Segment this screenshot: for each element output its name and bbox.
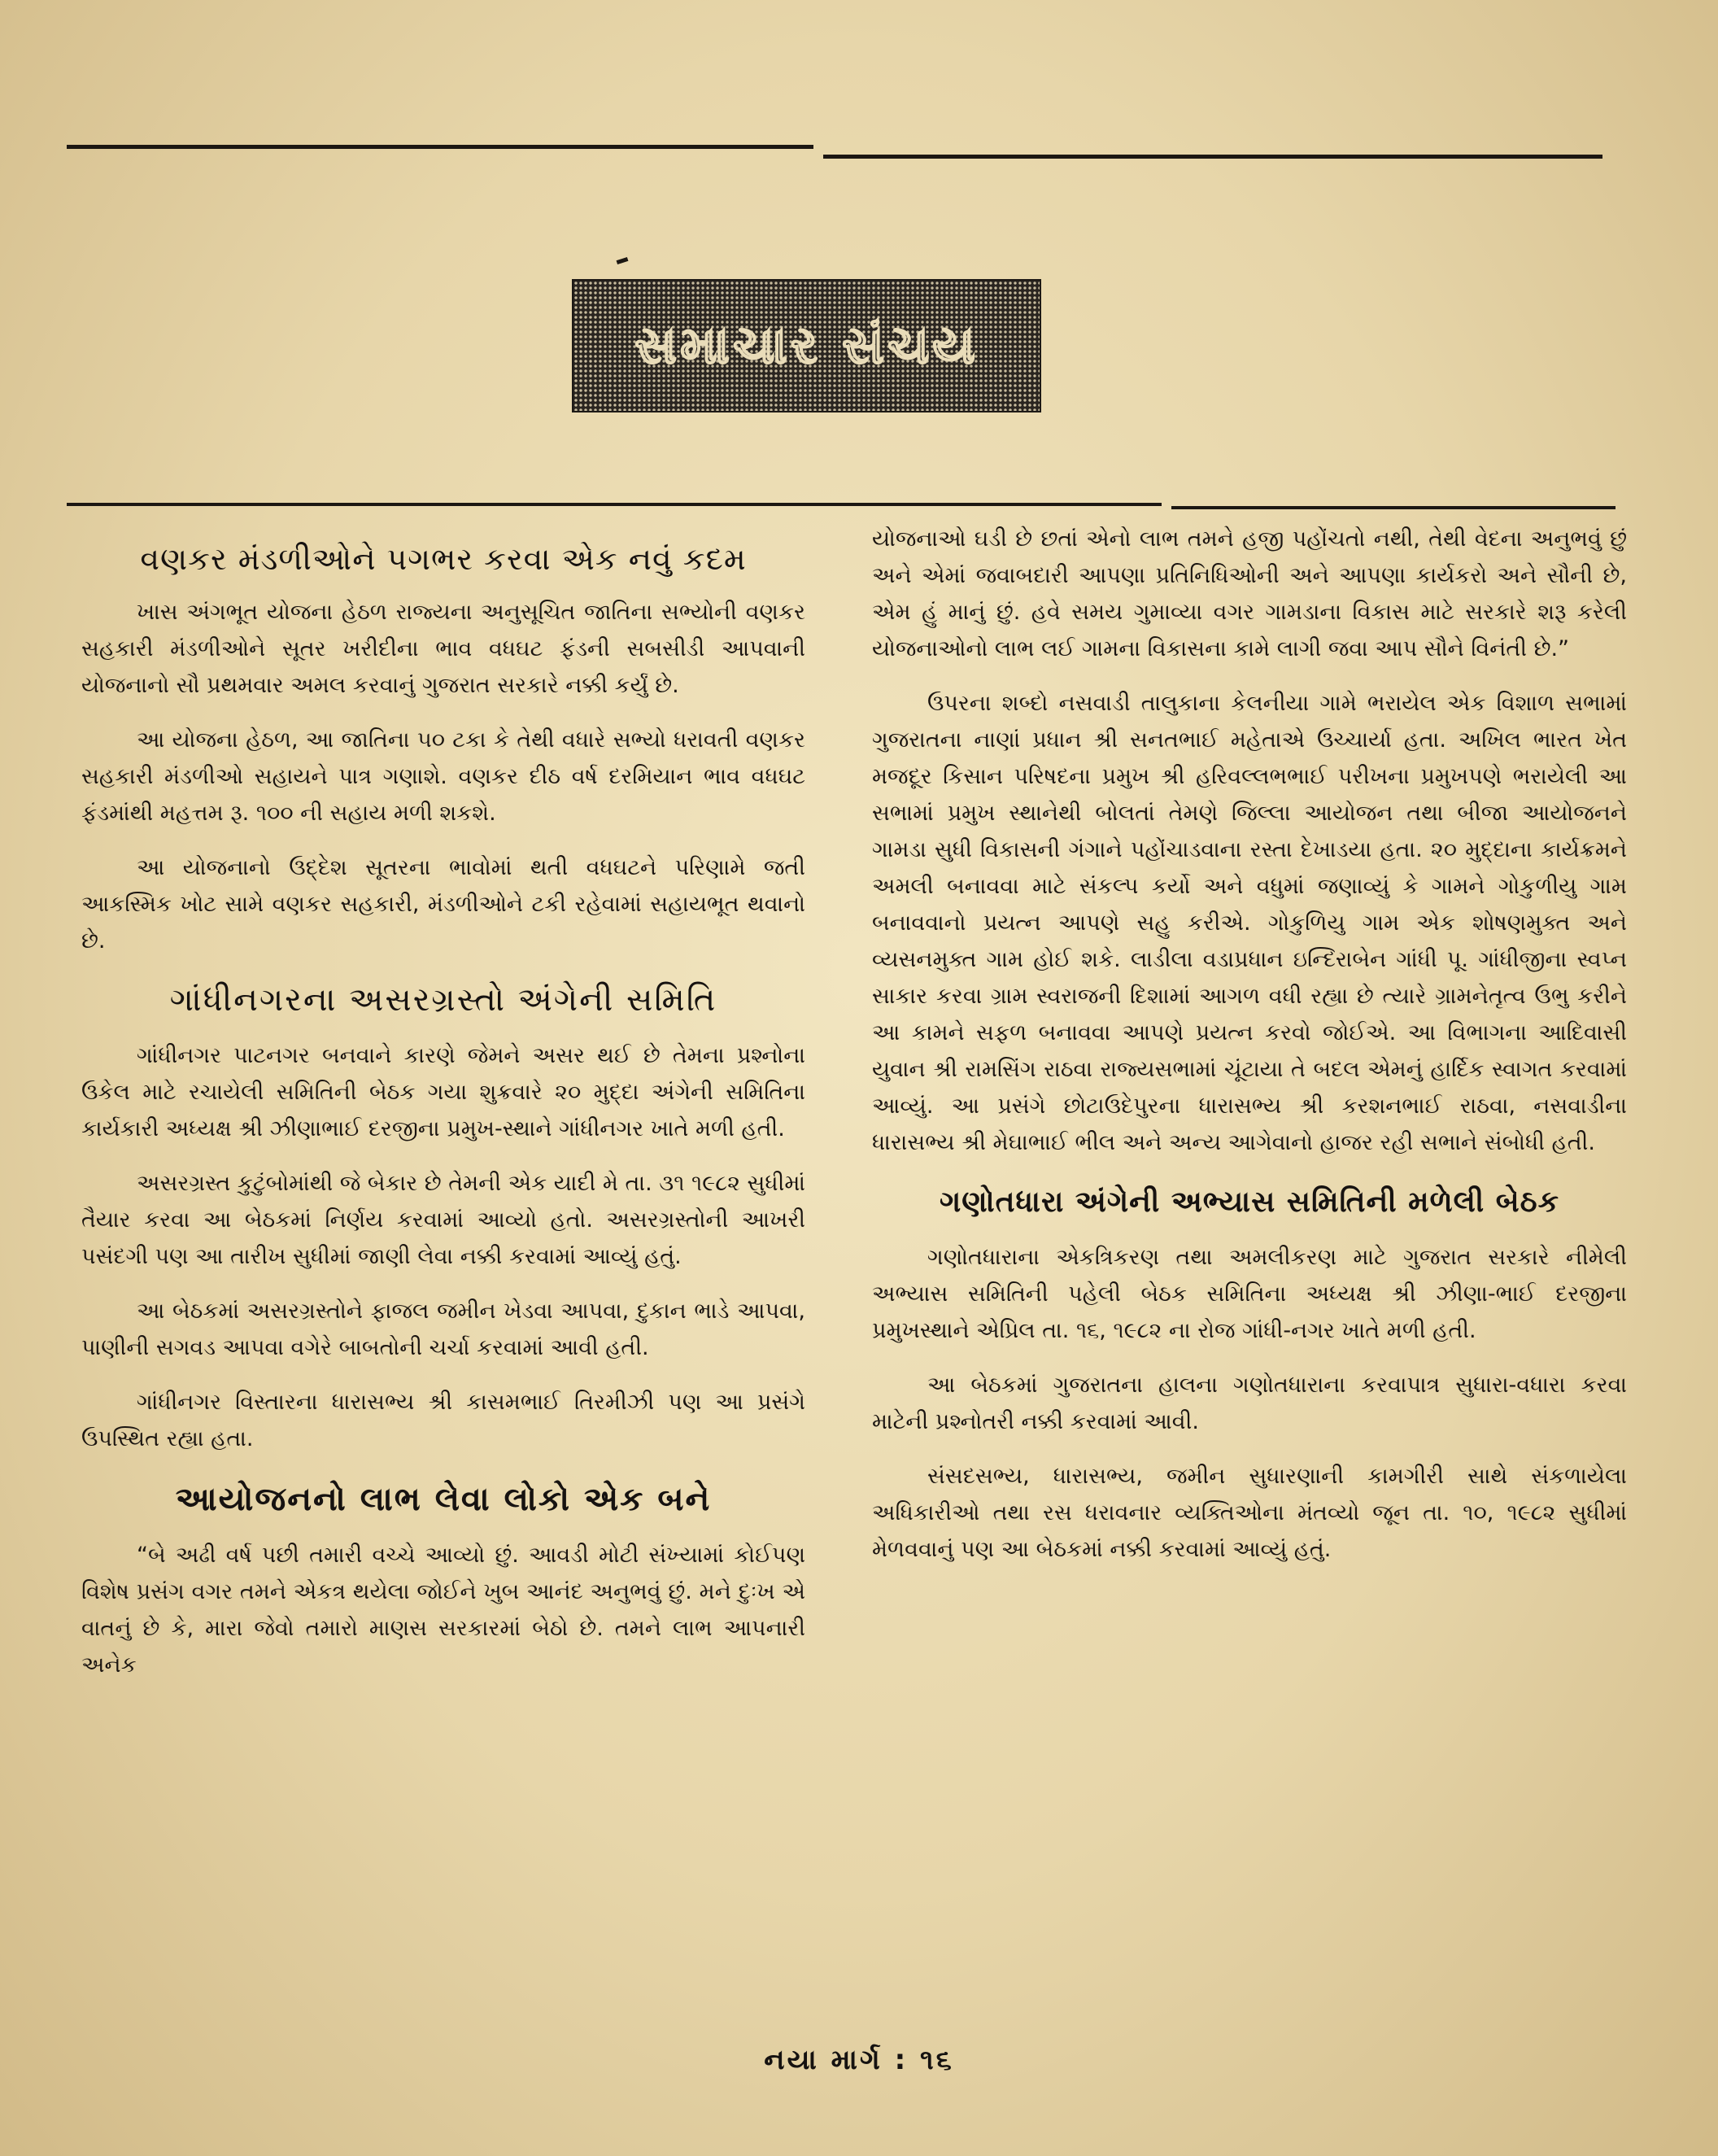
article-paragraph: આ બેઠકમાં ગુજરાતના હાલના ગણોતધારાના કરવાપાત્ર સુધારા-વધારા કરવા માટેની પ્રશ્નોતરી નક્કી કરવામાં આવી. — [872, 1373, 1627, 1434]
article-paragraph: ગણોતધારાના એકત્રિકરણ તથા અમલીકરણ માટે ગુજરાત સરકારે નીમેલી અભ્યાસ સમિતિની પહેલી બેઠક સમિતિના અધ્યક્ષ શ્રી ઝીણા-ભાઈ દરજીના પ્રમુખસ્થાને એપ્રિલ તા. ૧૬, ૧૯૮૨ ના રોજ ગાંધી-નગર ખાતે મળી હતી. — [872, 1245, 1627, 1343]
left-column — [81, 521, 805, 1683]
right-column — [872, 521, 1627, 1568]
article-paragraph: આ બેઠકમાં અસરગ્રસ્તોને ફાજલ જમીન ખેડવા આપવા, દુકાન ભાડે આપવા, પાણીની સગવડ આપવા વગેરે બાબતોની ચર્ચા કરવામાં આવી હતી. — [81, 1298, 805, 1360]
top-rule-left — [67, 145, 813, 149]
article-heading: આયોજનનો લાભ લેવા લોકો એક બને — [175, 1481, 712, 1518]
article-heading: વણકર મંડળીઓને પગભર કરવા એક નવું કદમ — [140, 541, 747, 577]
column-rule-left — [67, 503, 1162, 506]
article-paragraph: ગાંધીનગર પાટનગર બનવાને કારણે જેમને અસર થઈ છે તેમના પ્રશ્નોના ઉકેલ માટે રચાયેલી સમિતિની બેઠક ગયા શુક્રવારે ૨૦ મુદ્દા અંગેની સમિતિના કાર્યકારી અધ્યક્ષ શ્રી ઝીણાભાઈ દરજીના પ્રમુખ-સ્થાને ગાંધીનગર ખાતે મળી હતી. — [81, 1043, 805, 1141]
article-paragraph: સંસદસભ્ય, ધારાસભ્ય, જમીન સુધારણાની કામગીરી સાથે સંકળાયેલા અધિકારીઓ તથા રસ ધરાવનાર વ્યક્તિઓના મંતવ્યો જૂન તા. ૧૦, ૧૯૮૨ સુધીમાં મેળવવાનું પણ આ બેઠકમાં નક્કી કરવામાં આવ્યું હતું. — [872, 1464, 1627, 1562]
article-heading: ગણોતધારા અંગેની અભ્યાસ સમિતિની મળેલી બેઠક — [939, 1185, 1559, 1219]
article-paragraph: ઉપરના શબ્દો નસવાડી તાલુકાના કેલનીયા ગામે ભરાયેલ એક વિશાળ સભામાં ગુજરાતના નાણાં પ્રધાન શ્રી સનતભાઈ મહેતાએ ઉચ્ચાર્યા હતા. અખિલ ભારત ખેત મજદૂર કિસાન પરિષદના પ્રમુખ શ્રી હરિવલ્લભભાઈ પરીખના પ્રમુખપણે ભરાયેલી આ સભામાં પ્રમુખ સ્થાનેથી બોલતાં તેમણે જિલ્લા આયોજન તથા બીજા આયોજનને ગામડા સુધી વિકાસની ગંગાને પહોંચાડવાના રસ્તા દેખાડયા હતા. ૨૦ મુદ્દાના કાર્યક્રમને અમલી બનાવવા માટે સંકલ્પ કર્યો અને વધુમાં જણાવ્યું કે ગામને ગોકુળીયુ ગામ બનાવવાનો પ્રયત્ન આપણે સહુ કરીએ. ગોકુળિયુ ગામ એક શોષણમુક્ત અને વ્યસનમુક્ત ગામ હોઈ શકે. લાડીલા વડાપ્રધાન ઇન્દિરાબેન ગાંધી પૂ. ગાંધીજીના સ્વપ્ન સાકાર કરવા ગ્રામ સ્વરાજની દિશામાં આગળ વધી રહ્યા છે ત્યારે ગ્રામનેતૃત્વ ઉભુ કરીને આ કામને સફળ બનાવવા આપણે પ્રયત્ન કરવો જોઈએ. આ વિભાગના આદિવાસી યુવાન શ્રી રામસિંગ રાઠવા રાજ્યસભામાં ચૂંટાયા તે બદલ એમનું હાર્દિક સ્વાગત કરવામાં આવ્યું. આ પ્રસંગે છોટાઉદેપુરના ધારાસભ્ય શ્રી કરશનભાઈ રાઠવા, નસવાડીના ધારાસભ્ય શ્રી મેઘાભાઈ ભીલ અને અન્ય આગેવાનો હાજર રહી સભાને સંબોધી હતી. — [872, 691, 1627, 1155]
article-paragraph: “બે અઢી વર્ષ પછી તમારી વચ્ચે આવ્યો છું. આવડી મોટી સંખ્યામાં કોઈપણ વિશેષ પ્રસંગ વગર તમને એકત્ર થયેલા જોઈને ખુબ આનંદ અનુભવું છું. મને દુઃખ એ વાતનું છે કે, મારા જેવો તમારો માણસ સરકારમાં બેઠો છે. તમને લાભ આપનારી અનેક — [81, 1543, 805, 1678]
article-paragraph: ગાંધીનગર વિસ્તારના ધારાસભ્ય શ્રી કાસમભાઈ તિરમીઝી પણ આ પ્રસંગે ઉપસ્થિત રહ્યા હતા. — [81, 1390, 805, 1451]
stray-mark — [617, 257, 629, 264]
article-paragraph: યોજનાઓ ઘડી છે છતાં એનો લાભ તમને હજી પહોંચતો નથી, તેથી વેદના અનુભવું છું અને એમાં જવાબદારી આપણા પ્રતિનિધિઓની અને આપણા કાર્યકરો અને સૌની છે, એમ હું માનું છું. હવે સમય ગુમાવ્યા વગર ગામડાના વિકાસ માટે સરકારે શરૂ કરેલી યોજનાઓનો લાભ લઈ ગામના વિકાસના કામે લાગી જવા આપ સૌને વિનંતી છે.” — [872, 526, 1627, 661]
article-paragraph: આ યોજનાનો ઉદ્દેશ સૂતરના ભાવોમાં થતી વધઘટને પરિણામે જતી આકસ્મિક ખોટ સામે વણકર સહકારી, મંડળીઓને ટકી રહેવામાં સહાયભૂત થવાનો છે. — [81, 855, 805, 954]
page-footer: નયા માર્ગ : ૧૬ — [764, 2044, 954, 2076]
section-title: સમાચાર સંચય — [634, 316, 979, 376]
article-paragraph: ખાસ અંગભૂત યોજના હેઠળ રાજ્યના અનુસૂચિત જાતિના સભ્યોની વણકર સહકારી મંડળીઓને સૂતર ખરીદીના ભાવ વધઘટ ફંડની સબસીડી આપવાની યોજનાનો સૌ પ્રથમવાર અમલ કરવાનું ગુજરાત સરકારે નક્કી કર્યું છે. — [81, 600, 805, 698]
section-banner — [572, 279, 1041, 412]
column-rule-right — [1171, 506, 1616, 509]
top-rule-right — [823, 155, 1602, 159]
article-paragraph: આ યોજના હેઠળ, આ જાતિના ૫૦ ટકા કે તેથી વધારે સભ્યો ધરાવતી વણકર સહકારી મંડળીઓ સહાયને પાત્ર ગણાશે. વણકર દીઠ વર્ષ દરમિયાન ભાવ વધઘટ ફંડમાંથી મહત્તમ રૂ. ૧૦૦ ની સહાય મળી શકશે. — [81, 727, 805, 826]
article-heading: ગાંધીનગરના અસરગ્રસ્તો અંગેની સમિતિ — [169, 981, 717, 1019]
article-paragraph: અસરગ્રસ્ત કુટુંબોમાંથી જે બેકાર છે તેમની એક યાદી મે તા. ૩૧ ૧૯૮૨ સુધીમાં તૈયાર કરવા આ બેઠકમાં નિર્ણય કરવામાં આવ્યો હતો. અસરગ્રસ્તોની આખરી પસંદગી પણ આ તારીખ સુધીમાં જાણી લેવા નક્કી કરવામાં આવ્યું હતું. — [81, 1171, 805, 1269]
